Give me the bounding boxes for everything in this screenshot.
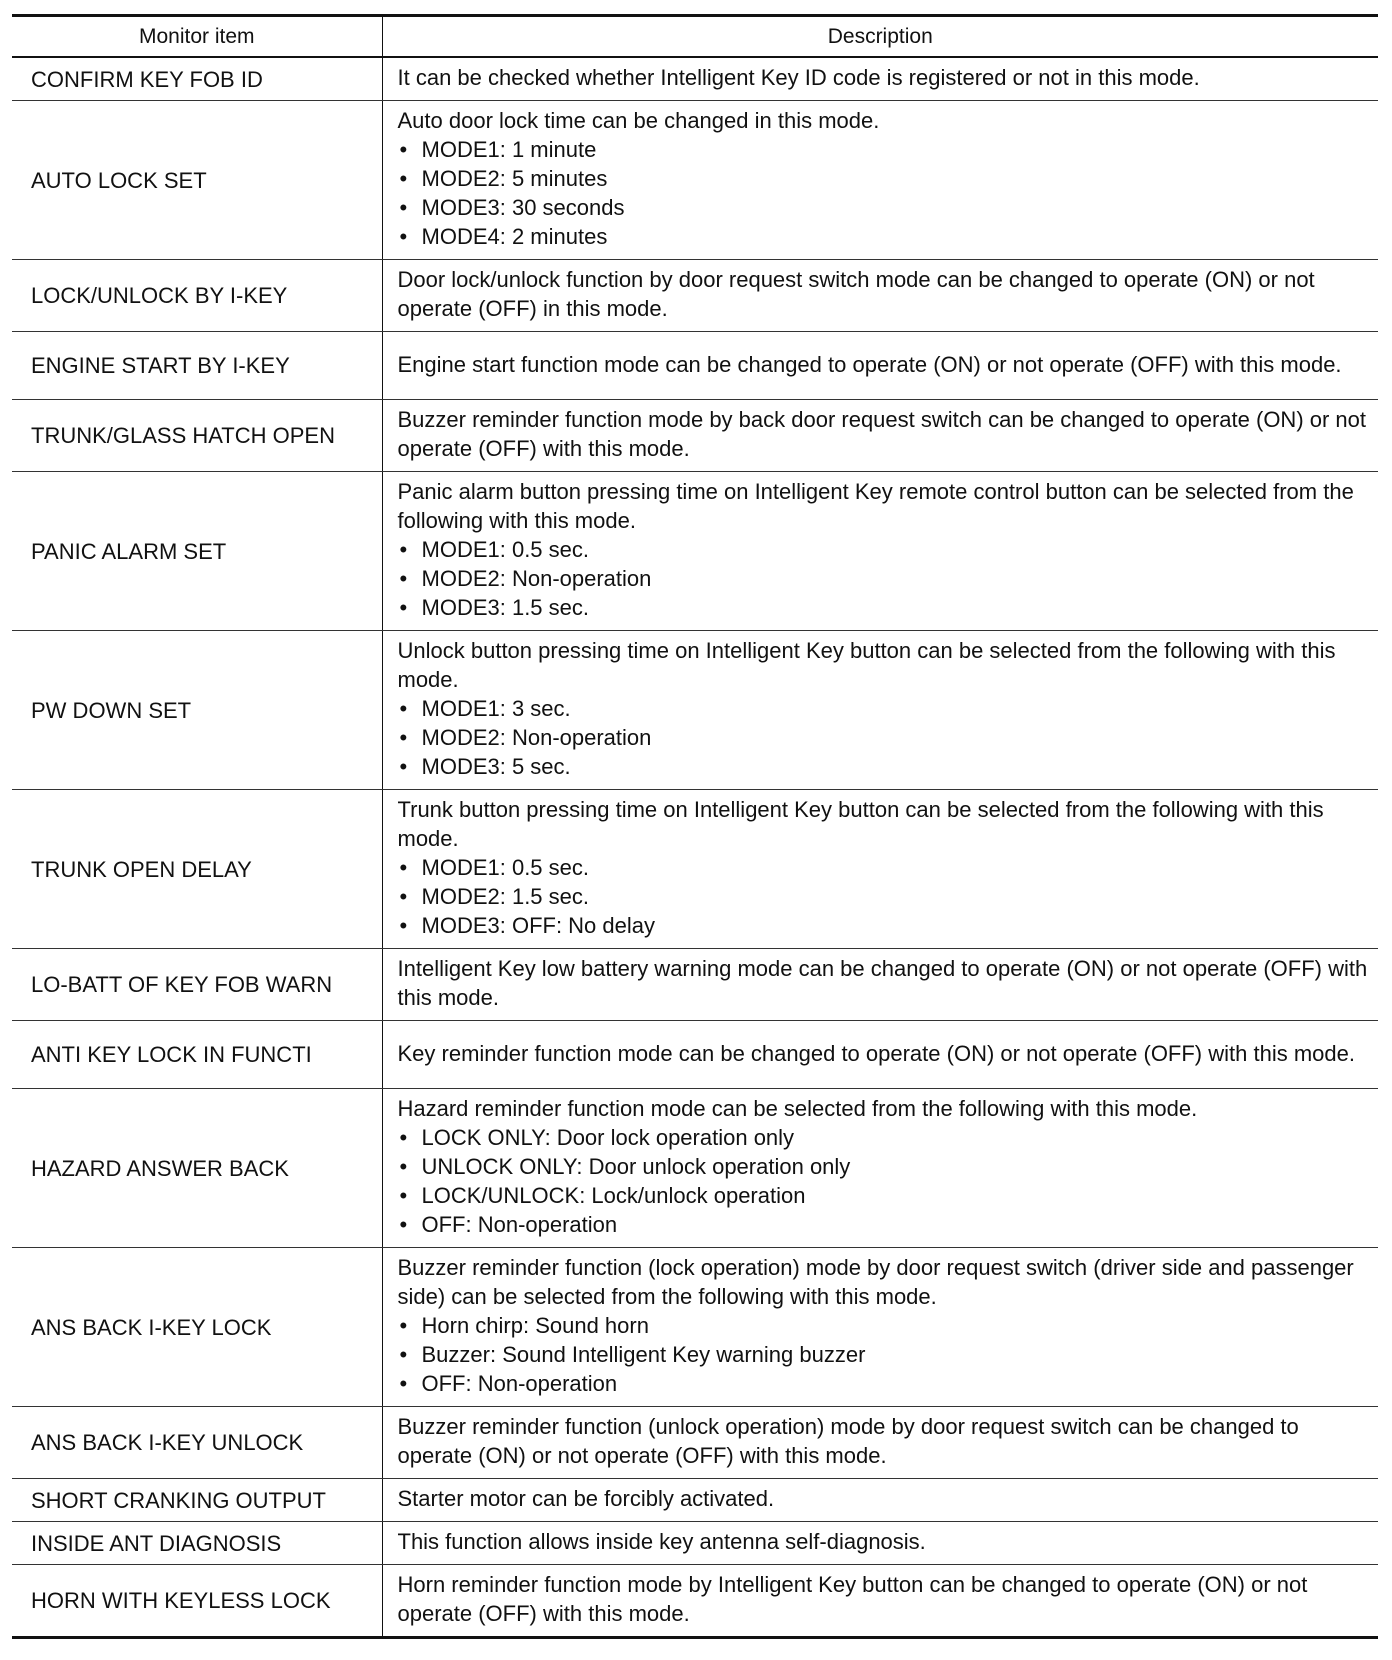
description-bullet: • MODE4: 2 minutes bbox=[398, 222, 1369, 251]
description-text: Engine start function mode can be changed to operate (ON) or not operate (OFF) with this mode. bbox=[397, 351, 1342, 377]
description-cell bbox=[382, 949, 1378, 1021]
monitor-item-cell: TRUNK/GLASS HATCH OPEN bbox=[12, 400, 382, 472]
description-cell bbox=[382, 1565, 1378, 1638]
table-row bbox=[12, 790, 1378, 949]
header-description: Description bbox=[382, 16, 1378, 58]
table-row bbox=[12, 1565, 1378, 1638]
description-bullet: • MODE1: 3 sec. bbox=[398, 694, 1369, 723]
description-cell bbox=[382, 57, 1378, 101]
description-cell bbox=[382, 400, 1378, 472]
monitor-item-table bbox=[12, 14, 1378, 1639]
description-bullet: • MODE2: Non-operation bbox=[398, 564, 1369, 593]
table-row bbox=[12, 1522, 1378, 1565]
description-cell bbox=[382, 260, 1378, 332]
table-row bbox=[12, 949, 1378, 1021]
description-text: Buzzer reminder function mode by back door request switch can be changed to operate (ON) or not operate (OFF) with this mode. bbox=[397, 407, 1367, 461]
monitor-item-cell: LOCK/UNLOCK BY I-KEY bbox=[12, 260, 382, 332]
description-cell bbox=[382, 472, 1378, 631]
description-text: It can be checked whether Intelligent Key ID code is registered or not in this mode. bbox=[397, 65, 1200, 90]
table-row bbox=[12, 332, 1378, 400]
description-text: Panic alarm button pressing time on Intelligent Key remote control button can be selected from the following with this mode. bbox=[397, 479, 1354, 533]
monitor-item-cell: AUTO LOCK SET bbox=[12, 101, 382, 260]
description-text: This function allows inside key antenna self-diagnosis. bbox=[397, 1529, 926, 1554]
description-bullet: • LOCK/UNLOCK: Lock/unlock operation bbox=[398, 1181, 1369, 1210]
description-bullet: • MODE2: 1.5 sec. bbox=[398, 882, 1369, 911]
description-bullet: • MODE1: 0.5 sec. bbox=[398, 853, 1369, 882]
header-monitor-item: Monitor item bbox=[12, 16, 382, 58]
description-text: Hazard reminder function mode can be selected from the following with this mode. bbox=[397, 1096, 1198, 1121]
description-bullet: • LOCK ONLY: Door lock operation only bbox=[398, 1123, 1369, 1152]
description-cell bbox=[382, 1407, 1378, 1479]
description-bullet: • OFF: Non-operation bbox=[398, 1369, 1369, 1398]
description-bullet: • Horn chirp: Sound horn bbox=[398, 1311, 1369, 1340]
description-text: Buzzer reminder function (lock operation) mode by door request switch (driver side and passenger side) can be selected from the following with this mode. bbox=[397, 1255, 1354, 1309]
description-bullet: • MODE2: 5 minutes bbox=[398, 164, 1369, 193]
description-text: Auto door lock time can be changed in this mode. bbox=[397, 108, 880, 133]
monitor-item-cell: ANTI KEY LOCK IN FUNCTI bbox=[12, 1021, 382, 1089]
description-bullet: • MODE3: 30 seconds bbox=[398, 193, 1369, 222]
description-text: Buzzer reminder function (unlock operation) mode by door request switch can be changed to operate (ON) or not operate (OFF) with this mode. bbox=[397, 1414, 1299, 1468]
description-cell bbox=[382, 101, 1378, 260]
table-row bbox=[12, 472, 1378, 631]
description-bullet: • MODE1: 1 minute bbox=[398, 135, 1369, 164]
description-bullet: • MODE1: 0.5 sec. bbox=[398, 535, 1369, 564]
table-row bbox=[12, 1248, 1378, 1407]
table-row bbox=[12, 1089, 1378, 1248]
table-row bbox=[12, 1021, 1378, 1089]
description-bullet: • OFF: Non-operation bbox=[398, 1210, 1369, 1239]
table-row bbox=[12, 101, 1378, 260]
description-bullet: • MODE3: OFF: No delay bbox=[398, 911, 1369, 940]
description-cell bbox=[382, 1479, 1378, 1522]
description-bullet: • MODE3: 1.5 sec. bbox=[398, 593, 1369, 622]
monitor-item-cell: ANS BACK I-KEY LOCK bbox=[12, 1248, 382, 1407]
table-row bbox=[12, 260, 1378, 332]
monitor-item-cell: PANIC ALARM SET bbox=[12, 472, 382, 631]
monitor-item-cell: INSIDE ANT DIAGNOSIS bbox=[12, 1522, 382, 1565]
description-cell bbox=[382, 1248, 1378, 1407]
monitor-item-cell: CONFIRM KEY FOB ID bbox=[12, 57, 382, 101]
table-row bbox=[12, 1479, 1378, 1522]
description-cell bbox=[382, 631, 1378, 790]
description-cell bbox=[382, 1089, 1378, 1248]
monitor-item-cell: PW DOWN SET bbox=[12, 631, 382, 790]
description-bullet: • MODE2: Non-operation bbox=[398, 723, 1369, 752]
monitor-item-cell: HAZARD ANSWER BACK bbox=[12, 1089, 382, 1248]
description-text: Starter motor can be forcibly activated. bbox=[397, 1486, 775, 1511]
monitor-item-cell: ANS BACK I-KEY UNLOCK bbox=[12, 1407, 382, 1479]
description-cell bbox=[382, 1522, 1378, 1565]
description-bullet: • MODE3: 5 sec. bbox=[398, 752, 1369, 781]
description-bullet: • Buzzer: Sound Intelligent Key warning buzzer bbox=[398, 1340, 1369, 1369]
description-cell bbox=[382, 790, 1378, 949]
description-text: Unlock button pressing time on Intelligent Key button can be selected from the following with this mode. bbox=[397, 638, 1336, 692]
table-row bbox=[12, 631, 1378, 790]
table-row bbox=[12, 400, 1378, 472]
description-text: Trunk button pressing time on Intelligent Key button can be selected from the following with this mode. bbox=[397, 797, 1324, 851]
description-text: Key reminder function mode can be changed to operate (ON) or not operate (OFF) with this mode. bbox=[397, 1040, 1355, 1066]
description-cell bbox=[382, 1021, 1378, 1089]
table-header-row bbox=[12, 16, 1378, 58]
description-text: Intelligent Key low battery warning mode can be changed to operate (ON) or not operate (OFF) with this mode. bbox=[397, 956, 1368, 1010]
monitor-item-cell: SHORT CRANKING OUTPUT bbox=[12, 1479, 382, 1522]
monitor-item-cell: TRUNK OPEN DELAY bbox=[12, 790, 382, 949]
description-text: Horn reminder function mode by Intelligent Key button can be changed to operate (ON) or not operate (OFF) with this mode. bbox=[397, 1572, 1308, 1626]
table-row bbox=[12, 1407, 1378, 1479]
description-bullet: • UNLOCK ONLY: Door unlock operation only bbox=[398, 1152, 1369, 1181]
description-text: Door lock/unlock function by door request switch mode can be changed to operate (ON) or not operate (OFF) in this mode. bbox=[397, 267, 1315, 321]
description-cell bbox=[382, 332, 1378, 400]
table-row bbox=[12, 57, 1378, 101]
monitor-item-cell: HORN WITH KEYLESS LOCK bbox=[12, 1565, 382, 1638]
monitor-item-cell: ENGINE START BY I-KEY bbox=[12, 332, 382, 400]
monitor-item-cell: LO-BATT OF KEY FOB WARN bbox=[12, 949, 382, 1021]
